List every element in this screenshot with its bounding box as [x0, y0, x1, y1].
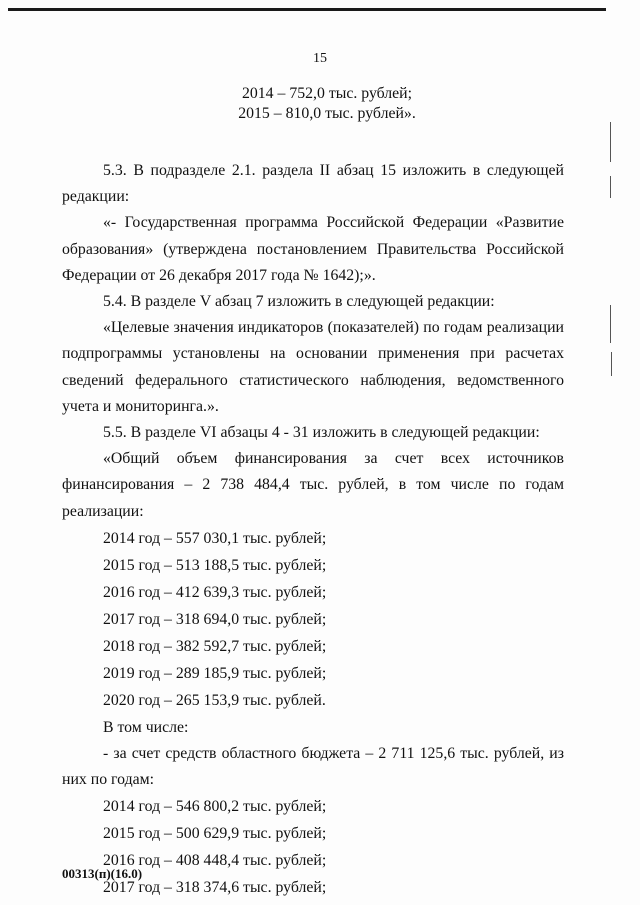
- funding-year-item: 2017 год – 318 694,0 тыс. рублей;: [103, 610, 327, 628]
- funding-year-item: 2014 год – 557 030,1 тыс. рублей;: [103, 529, 327, 547]
- document-body: [62, 84, 564, 901]
- intro-line: 2015 – 810,0 тыс. рублей».: [238, 105, 416, 122]
- regional-budget-text: - за счет средств областного бюджета – 2 711 125,6 тыс. рублей, из них по годам:: [62, 744, 564, 789]
- including-label: В том числе:: [103, 718, 189, 736]
- regional-year-item: 2017 год – 318 374,6 тыс. рублей;: [103, 879, 327, 897]
- funding-year-item: 2016 год – 412 639,3 тыс. рублей;: [103, 583, 327, 601]
- section-5-5-text: «Общий объем финансирования за счет всех источников финансирования – 2 738 484,4 тыс. рублей, в том числе по годам реализации:: [62, 450, 564, 520]
- intro-lines: [90, 84, 564, 124]
- top-border-line: [8, 8, 606, 11]
- funding-years-list: [62, 525, 564, 714]
- funding-year-item: 2020 год – 265 153,9 тыс. рублей.: [103, 691, 326, 709]
- regional-year-item: 2014 год – 546 800,2 тыс. рублей;: [103, 798, 327, 816]
- scan-margin-mark: [610, 122, 611, 162]
- funding-year-item: 2018 год – 382 592,7 тыс. рублей;: [103, 637, 327, 655]
- regional-years-list: [62, 793, 564, 901]
- intro-line: 2014 – 752,0 тыс. рублей;: [241, 85, 413, 102]
- scan-margin-mark: [610, 305, 611, 343]
- document-footer-code: 00313(п)(16.0): [62, 866, 143, 881]
- section-5-4-heading: 5.4. В разделе V абзац 7 изложить в следующей редакции:: [103, 293, 495, 311]
- section-5-5-heading: 5.5. В разделе VI абзацы 4 - 31 изложить в следующей редакции:: [103, 424, 540, 442]
- section-5-3-text: «- Государственная программа Российской Федерации «Развитие образования» (утверждена постановлением Правительства Российской Федерации от 26 декабря 2017 года № 1642);».: [62, 214, 564, 284]
- section-5-3-heading: 5.3. В подразделе 2.1. раздела II абзац 15 изложить в следующей редакции:: [62, 162, 564, 206]
- section-5-4-text: «Целевые значения индикаторов (показателей) по годам реализации подпрограммы установлены на основании применения при расчетах сведений федерального статистического наблюдения, ведомственного учета и мониторинга.».: [62, 319, 564, 415]
- regional-year-item: 2016 год – 408 448,4 тыс. рублей;: [103, 852, 327, 870]
- scan-margin-mark: [610, 176, 611, 198]
- scan-margin-mark: [611, 352, 612, 376]
- funding-year-item: 2019 год – 289 185,9 тыс. рублей;: [103, 664, 327, 682]
- regional-year-item: 2015 год – 500 629,9 тыс. рублей;: [103, 825, 327, 843]
- funding-year-item: 2015 год – 513 188,5 тыс. рублей;: [103, 556, 327, 574]
- page-number: 15: [313, 51, 327, 66]
